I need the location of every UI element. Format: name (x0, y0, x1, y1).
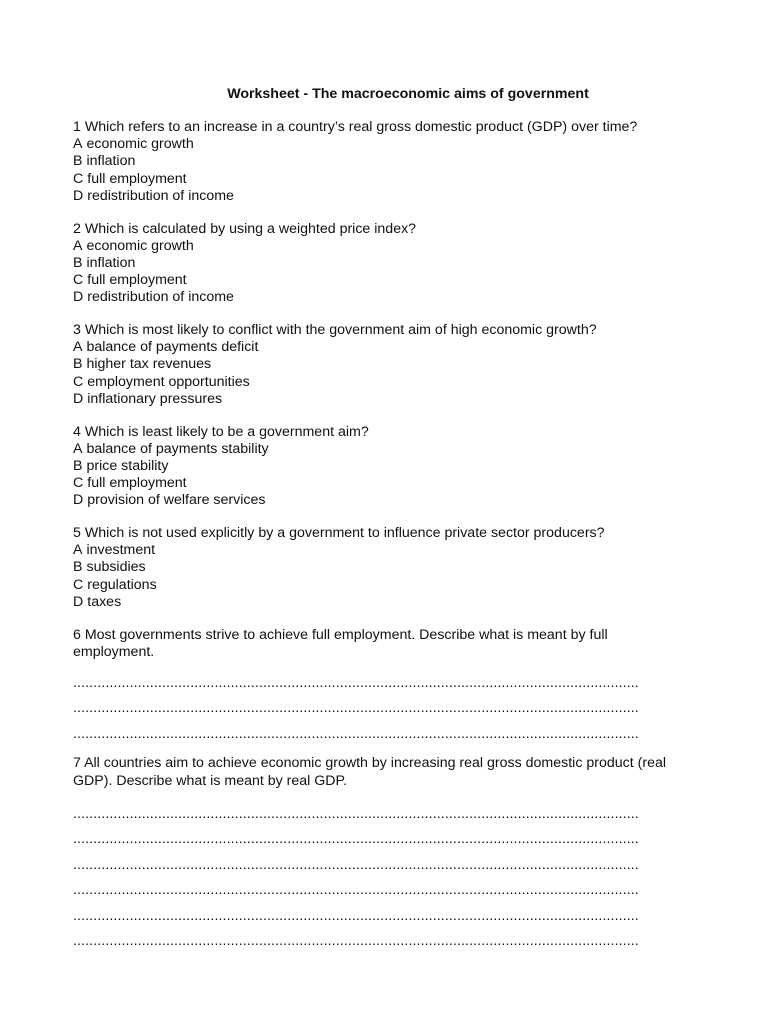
worksheet-page (73, 85, 713, 963)
option-letter: D (73, 390, 84, 407)
question-stem: All countries aim to achieve economic growth by increasing real gross domestic product (real GDP). Describe what is meant by real GDP. (73, 755, 667, 789)
option-c (73, 475, 713, 492)
option-list (73, 542, 713, 611)
option-text: employment opportunities (87, 373, 250, 390)
option-list (73, 136, 713, 205)
option-letter: B (73, 356, 83, 373)
option-b (73, 356, 713, 373)
question-number: 4 (73, 423, 81, 440)
question-6 (73, 627, 713, 748)
option-b (73, 153, 713, 170)
option-c (73, 171, 713, 188)
option-letter: B (73, 559, 83, 576)
answer-line[interactable]: ............................................................................................................................................ (73, 907, 639, 924)
question-3 (73, 322, 713, 408)
option-letter: C (73, 475, 84, 492)
option-text: economic growth (86, 136, 194, 153)
option-a (73, 441, 713, 458)
question-7 (73, 755, 713, 954)
question-text (73, 627, 673, 661)
option-b (73, 458, 713, 475)
multiple-choice-section (73, 119, 713, 611)
option-a (73, 238, 713, 255)
option-list (73, 441, 713, 510)
option-list (73, 339, 713, 408)
question-number: 2 (73, 220, 81, 237)
question-text (73, 525, 713, 542)
written-answer-section (73, 627, 713, 955)
option-d (73, 289, 713, 306)
option-text: full employment (87, 170, 187, 187)
option-text: redistribution of income (87, 289, 234, 306)
question-5 (73, 525, 713, 611)
question-stem: Which is not used explicitly by a government to influence private sector producers? (84, 525, 605, 542)
question-stem: Which refers to an increase in a country’s real gross domestic product (GDP) over time? (84, 119, 638, 135)
option-a (73, 136, 713, 153)
question-text (73, 221, 713, 238)
option-list (73, 238, 713, 307)
option-letter: B (73, 254, 83, 271)
option-letter: A (73, 339, 83, 356)
worksheet-title: Worksheet - The macroeconomic aims of government (227, 86, 589, 102)
option-text: balance of payments deficit (86, 339, 259, 356)
option-letter: C (73, 272, 84, 289)
option-text: taxes (87, 593, 122, 610)
option-text: redistribution of income (87, 187, 234, 204)
option-c (73, 374, 713, 391)
option-text: regulations (87, 576, 157, 593)
answer-line[interactable]: ............................................................................................................................................ (73, 805, 639, 822)
answer-area[interactable] (73, 671, 713, 748)
answer-line[interactable]: ............................................................................................................................................ (73, 700, 639, 717)
option-text: economic growth (86, 237, 194, 254)
answer-line[interactable]: ............................................................................................................................................ (73, 856, 639, 873)
option-letter: B (73, 457, 83, 474)
option-text: price stability (86, 457, 169, 474)
option-c (73, 577, 713, 594)
question-number: 7 (73, 755, 81, 772)
option-letter: D (73, 593, 84, 610)
question-number: 5 (73, 525, 81, 542)
question-stem: Which is most likely to conflict with the government aim of high economic growth? (84, 322, 597, 339)
option-letter: A (73, 136, 83, 153)
option-text: investment (86, 542, 156, 559)
option-b (73, 255, 713, 272)
option-letter: A (73, 237, 83, 254)
option-letter: C (73, 576, 84, 593)
option-text: full employment (87, 475, 187, 492)
option-text: inflationary pressures (87, 390, 223, 407)
option-letter: D (73, 492, 84, 509)
option-d (73, 594, 713, 611)
option-letter: D (73, 187, 84, 204)
question-number: 6 (73, 626, 81, 643)
option-d (73, 391, 713, 408)
answer-line[interactable]: ............................................................................................................................................ (73, 725, 639, 742)
option-text: subsidies (86, 559, 146, 576)
option-a (73, 339, 713, 356)
option-text: inflation (86, 254, 136, 271)
option-text: higher tax revenues (86, 356, 212, 373)
option-a (73, 542, 713, 559)
option-letter: A (73, 440, 83, 457)
option-text: balance of payments stability (86, 440, 269, 457)
option-d (73, 492, 713, 509)
answer-line[interactable]: ............................................................................................................................................ (73, 933, 639, 950)
question-text (73, 322, 713, 339)
answer-line[interactable]: ............................................................................................................................................ (73, 882, 639, 899)
option-text: provision of welfare services (87, 492, 266, 509)
question-stem: Most governments strive to achieve full employment. Describe what is meant by full employment. (73, 626, 608, 660)
option-c (73, 272, 713, 289)
option-b (73, 559, 713, 576)
option-letter: B (73, 153, 83, 170)
question-text (73, 424, 713, 441)
question-number: 1 (73, 119, 81, 135)
option-d (73, 188, 713, 205)
question-number: 3 (73, 322, 81, 339)
answer-line[interactable]: ............................................................................................................................................ (73, 831, 639, 848)
question-text (73, 755, 673, 789)
question-1 (73, 119, 713, 205)
option-letter: D (73, 289, 84, 306)
option-letter: C (73, 373, 84, 390)
option-text: inflation (86, 153, 136, 170)
question-2 (73, 221, 713, 307)
question-stem: Which is least likely to be a government aim? (84, 423, 369, 440)
option-letter: A (73, 542, 83, 559)
question-text (73, 119, 713, 136)
option-letter: C (73, 170, 84, 187)
answer-line[interactable]: ............................................................................................................................................ (73, 674, 639, 691)
option-text: full employment (87, 272, 187, 289)
question-4 (73, 424, 713, 510)
question-stem: Which is calculated by using a weighted price index? (84, 220, 417, 237)
answer-area[interactable] (73, 802, 713, 955)
